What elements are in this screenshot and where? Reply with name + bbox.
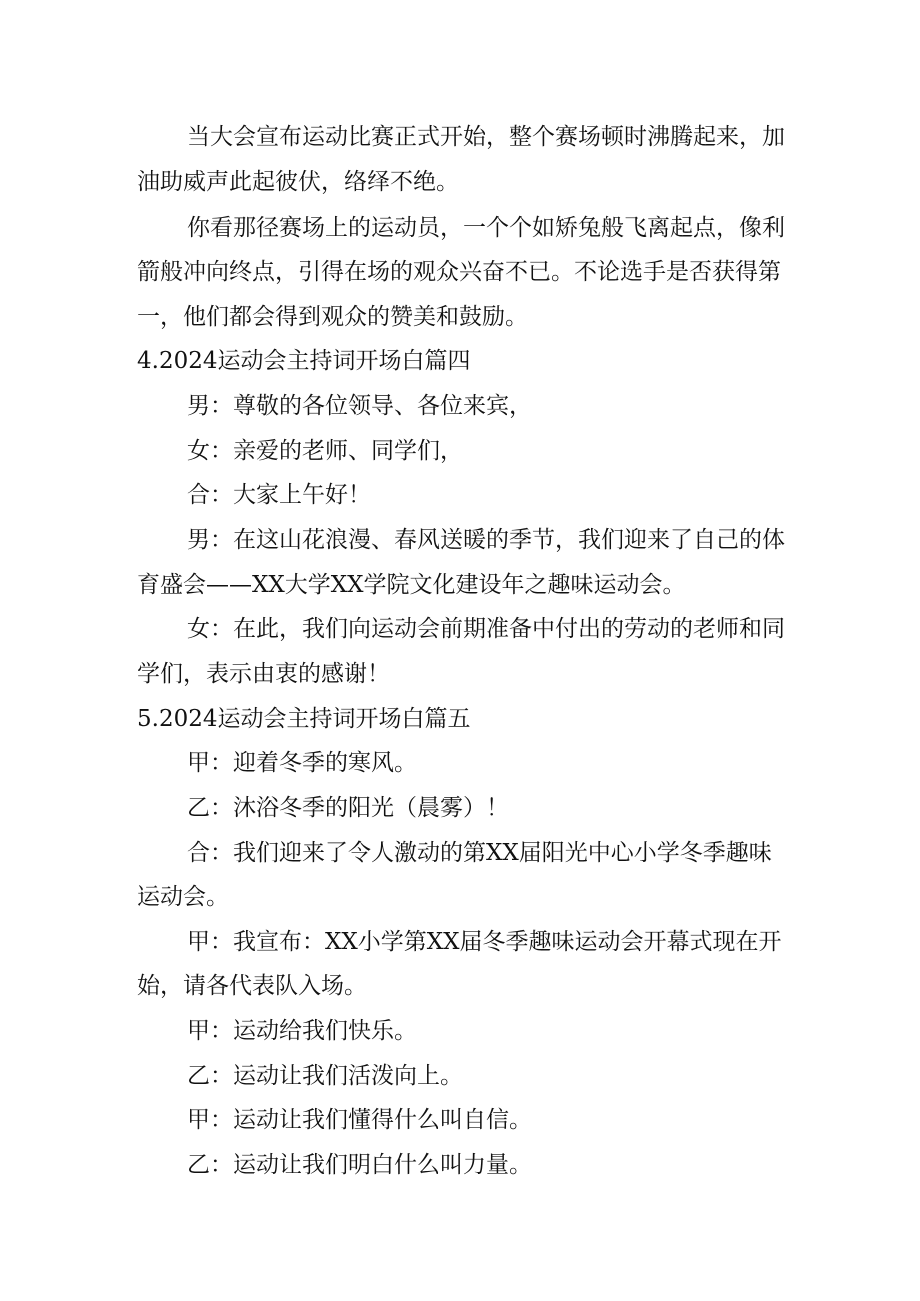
paragraph-line: 箭般冲向终点，引得在场的观众兴奋不已。不论选手是否获得第 xyxy=(137,259,781,285)
dialogue-line: 运动会。 xyxy=(137,884,229,910)
dialogue-line: 男：尊敬的各位领导、各位来宾， xyxy=(187,393,532,419)
dialogue-line: 学们，表示由衷的感谢！ xyxy=(137,661,390,687)
paragraph-line: 你看那径赛场上的运动员，一个个如矫兔般飞离起点，像利 xyxy=(187,215,785,241)
paragraph-line: 油助威声此起彼伏，络绎不绝。 xyxy=(137,169,459,195)
dialogue-line: 甲：迎着冬季的寒风。 xyxy=(187,750,417,776)
dialogue-line: 乙：运动让我们活泼向上。 xyxy=(187,1063,463,1089)
dialogue-line: 甲：运动让我们懂得什么叫自信。 xyxy=(187,1107,532,1133)
dialogue-line: 始，请各代表队入场。 xyxy=(137,973,367,999)
section-heading: 4.2024运动会主持词开场白篇四 xyxy=(137,348,471,374)
dialogue-line: 合：大家上午好！ xyxy=(187,482,371,508)
dialogue-line: 甲：我宣布：XX小学第XX届冬季趣味运动会开幕式现在开 xyxy=(187,929,782,955)
dialogue-line: 男：在这山花浪漫、春风送暖的季节，我们迎来了自己的体 xyxy=(187,527,785,553)
paragraph-line: 一，他们都会得到观众的赞美和鼓励。 xyxy=(137,304,528,330)
section-heading: 5.2024运动会主持词开场白篇五 xyxy=(137,706,471,732)
dialogue-line: 乙：运动让我们明白什么叫力量。 xyxy=(187,1152,532,1178)
dialogue-line: 合：我们迎来了令人激动的第XX届阳光中心小学冬季趣味 xyxy=(187,840,772,866)
dialogue-line: 女：在此，我们向运动会前期准备中付出的劳动的老师和同 xyxy=(187,616,785,642)
dialogue-line: 女：亲爱的老师、同学们， xyxy=(187,438,463,464)
dialogue-line: 甲：运动给我们快乐。 xyxy=(187,1018,417,1044)
dialogue-line: 育盛会——XX大学XX学院文化建设年之趣味运动会。 xyxy=(137,572,686,598)
paragraph-line: 当大会宣布运动比赛正式开始，整个赛场顿时沸腾起来，加 xyxy=(187,124,785,150)
dialogue-line: 乙：沐浴冬季的阳光（晨雾）！ xyxy=(187,795,509,821)
